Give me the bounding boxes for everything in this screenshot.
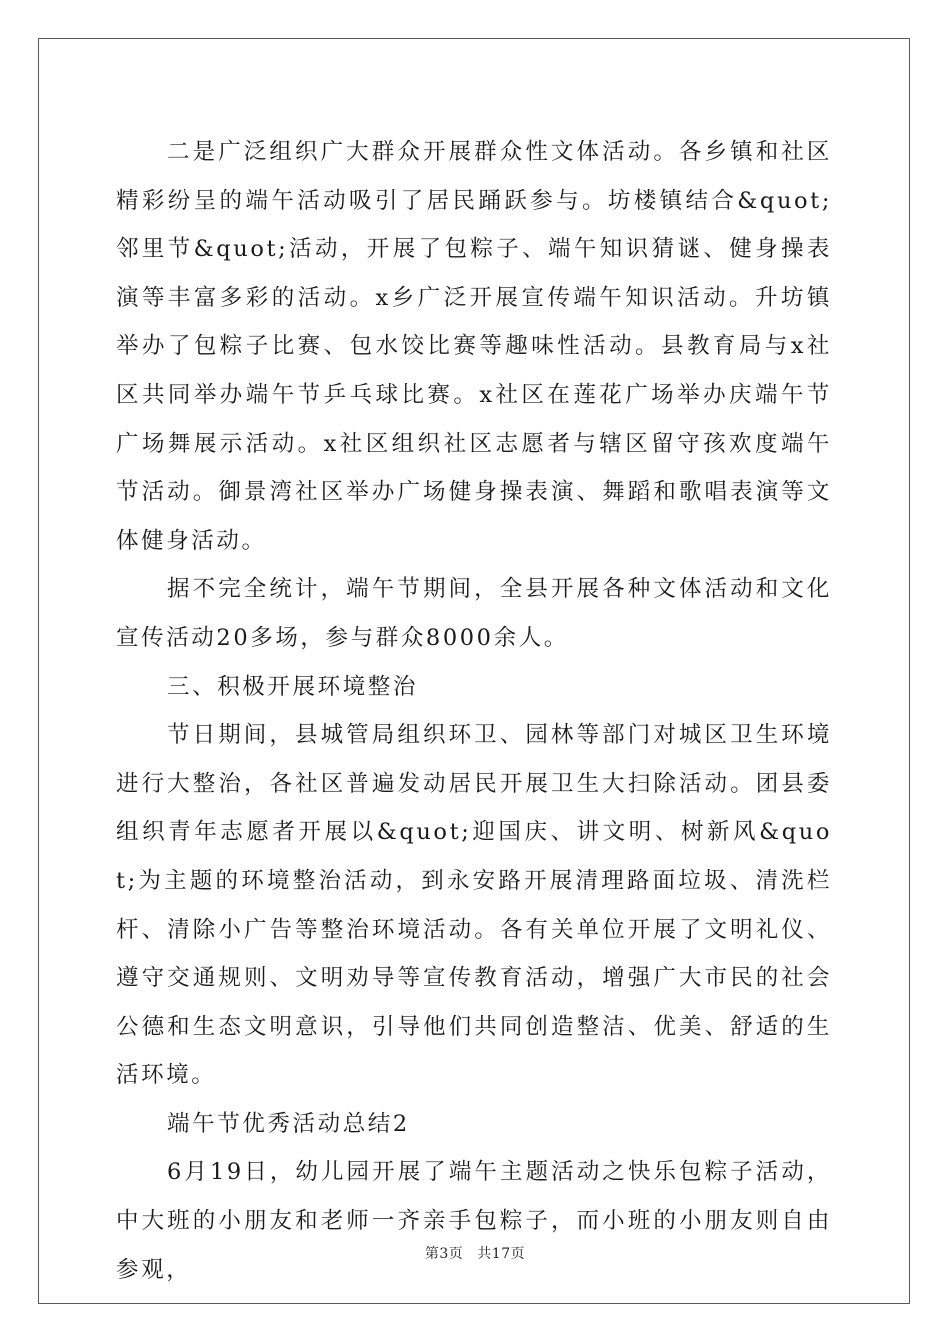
page-total: 共17页: [477, 1246, 526, 1262]
paragraph-statistics: 据不完全统计，端午节期间，全县开展各种文体活动和文化宣传活动20多场，参与群众8000余人。: [116, 576, 832, 651]
document-body: [116, 128, 832, 1294]
paragraph-dumplings: 6月19日，幼儿园开展了端午主题活动之快乐包粽子活动，中大班的小朋友和老师一齐亲手包粽子，而小班的小朋友则自由参观，: [116, 1159, 832, 1283]
paragraph-cultural-activities: 二是广泛组织广大群众开展群众性文体活动。各乡镇和社区精彩纷呈的端午活动吸引了居民踊跃参与。坊楼镇结合&quot;邻里节&quot;活动，开展了包粽子、端午知识猜谜、健身操表演等丰富多彩的活动。x乡广泛开展宣传端午知识活动。升坊镇举办了包粽子比赛、包水饺比赛等趣味性活动。县教育局与x社区共同举办端午节乒乓球比赛。x社区在莲花广场举办庆端午节广场舞展示活动。x社区组织社区志愿者与辖区留守孩欢度端午节活动。御景湾社区举办广场健身操表演、舞蹈和歌唱表演等文体健身活动。: [116, 139, 832, 554]
section-heading-summary-2: 端午节优秀活动总结2: [167, 1110, 410, 1137]
paragraph-environment: 节日期间，县城管局组织环卫、园林等部门对城区卫生环境进行大整治，各社区普遍发动居民开展卫生大扫除活动。团县委组织青年志愿者开展以&quot;迎国庆、讲文明、树新风&quot;为主题的环境整治活动，到永安路开展清理路面垃圾、清洗栏杆、清除小广告等整治环境活动。各有关单位开展了文明礼仪、遵守交通规则、文明劝导等宣传教育活动，增强广大市民的社会公德和生态文明意识，引导他们共同创造整洁、优美、舒适的生活环境。: [116, 722, 832, 1089]
section-heading-environment: 三、积极开展环境整治: [167, 673, 419, 700]
page-footer: [0, 1243, 950, 1263]
page-number: 第3页: [424, 1246, 464, 1262]
